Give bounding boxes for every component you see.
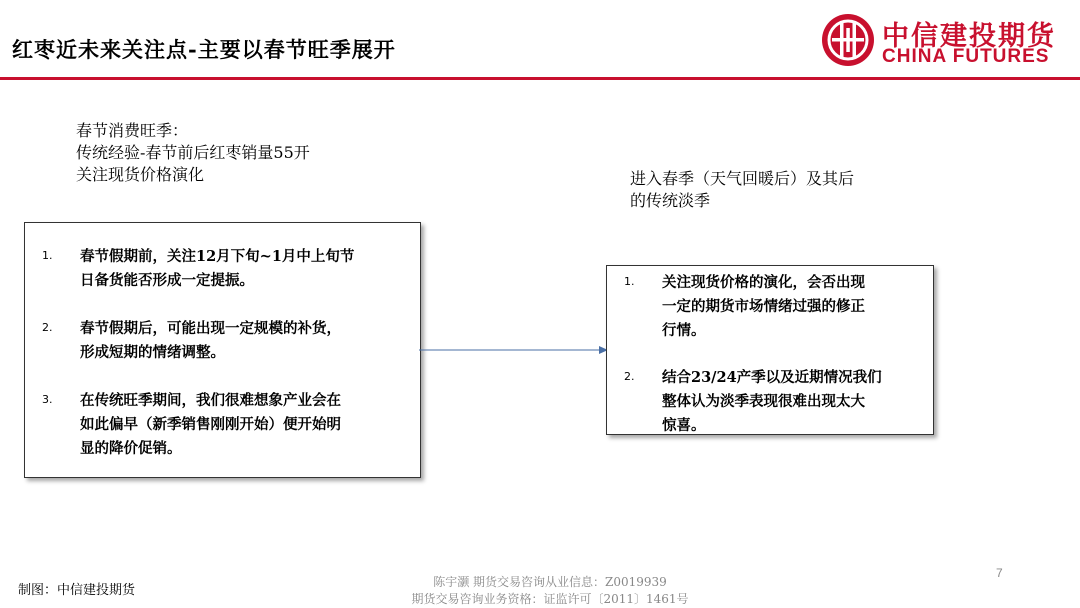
company-logo [820, 12, 1070, 70]
item-line: 显的降价促销。 [80, 440, 182, 457]
item-line: 关注现货价格的演化，会否出现 [662, 274, 865, 291]
license-line: 期货交易咨询业务资格：证监许可〔2011〕1461号 [411, 592, 689, 606]
list-item [42, 389, 341, 461]
item-number: 1. [624, 275, 635, 288]
item-line: 惊喜。 [662, 417, 706, 434]
item-line: 如此偏早（新季销售刚刚开始）便开始明 [80, 416, 341, 433]
left-note-line: 传统经验-春节前后红枣销量55开 [76, 143, 310, 162]
analyst-info [370, 574, 730, 608]
item-text [662, 366, 882, 438]
item-line: 结合23/24产季以及近期情况我们 [662, 369, 882, 386]
list-item [624, 271, 865, 343]
item-line: 行情。 [662, 322, 706, 339]
page-number: 7 [996, 566, 1003, 580]
analyst-line: 陈宇灏 期货交易咨询从业信息：Z0019939 [433, 575, 667, 589]
item-number: 1. [42, 249, 53, 262]
item-text [80, 245, 354, 293]
item-number: 2. [42, 321, 53, 334]
left-note-line: 关注现货价格演化 [76, 165, 205, 184]
logo-chinese-name: 中信建投期货 [882, 21, 1056, 52]
left-note [76, 120, 310, 186]
citic-emblem-icon [820, 12, 876, 68]
left-note-line: 春节消费旺季： [76, 121, 189, 140]
item-line: 在传统旺季期间，我们很难想象产业会在 [80, 392, 341, 409]
item-line: 整体认为淡季表现很难出现太大 [662, 393, 865, 410]
page-title: 红枣近未来关注点-主要以春节旺季展开 [12, 37, 396, 62]
item-line: 形成短期的情绪调整。 [80, 344, 225, 361]
right-box [606, 265, 934, 435]
item-line: 日备货能否形成一定提振。 [80, 272, 254, 289]
header-divider [0, 77, 1080, 80]
list-item [42, 317, 341, 365]
list-item [42, 245, 354, 293]
item-text [80, 389, 341, 461]
item-number: 3. [42, 393, 53, 406]
chart-source: 制图：中信建投期货 [18, 583, 136, 598]
item-text [662, 271, 865, 343]
left-box [24, 222, 421, 478]
list-item [624, 366, 882, 438]
item-number: 2. [624, 370, 635, 383]
logo-english-name: CHINA FUTURES [882, 46, 1050, 67]
flow-arrow [419, 343, 609, 357]
right-note-line: 的传统淡季 [630, 191, 711, 210]
item-line: 春节假期前，关注12月下旬~1月中上旬节 [80, 248, 355, 265]
right-note-line: 进入春季（天气回暖后）及其后 [630, 169, 855, 188]
right-note [630, 168, 854, 212]
item-line: 一定的期货市场情绪过强的修正 [662, 298, 865, 315]
item-line: 春节假期后，可能出现一定规模的补货， [80, 320, 341, 337]
item-text [80, 317, 341, 365]
